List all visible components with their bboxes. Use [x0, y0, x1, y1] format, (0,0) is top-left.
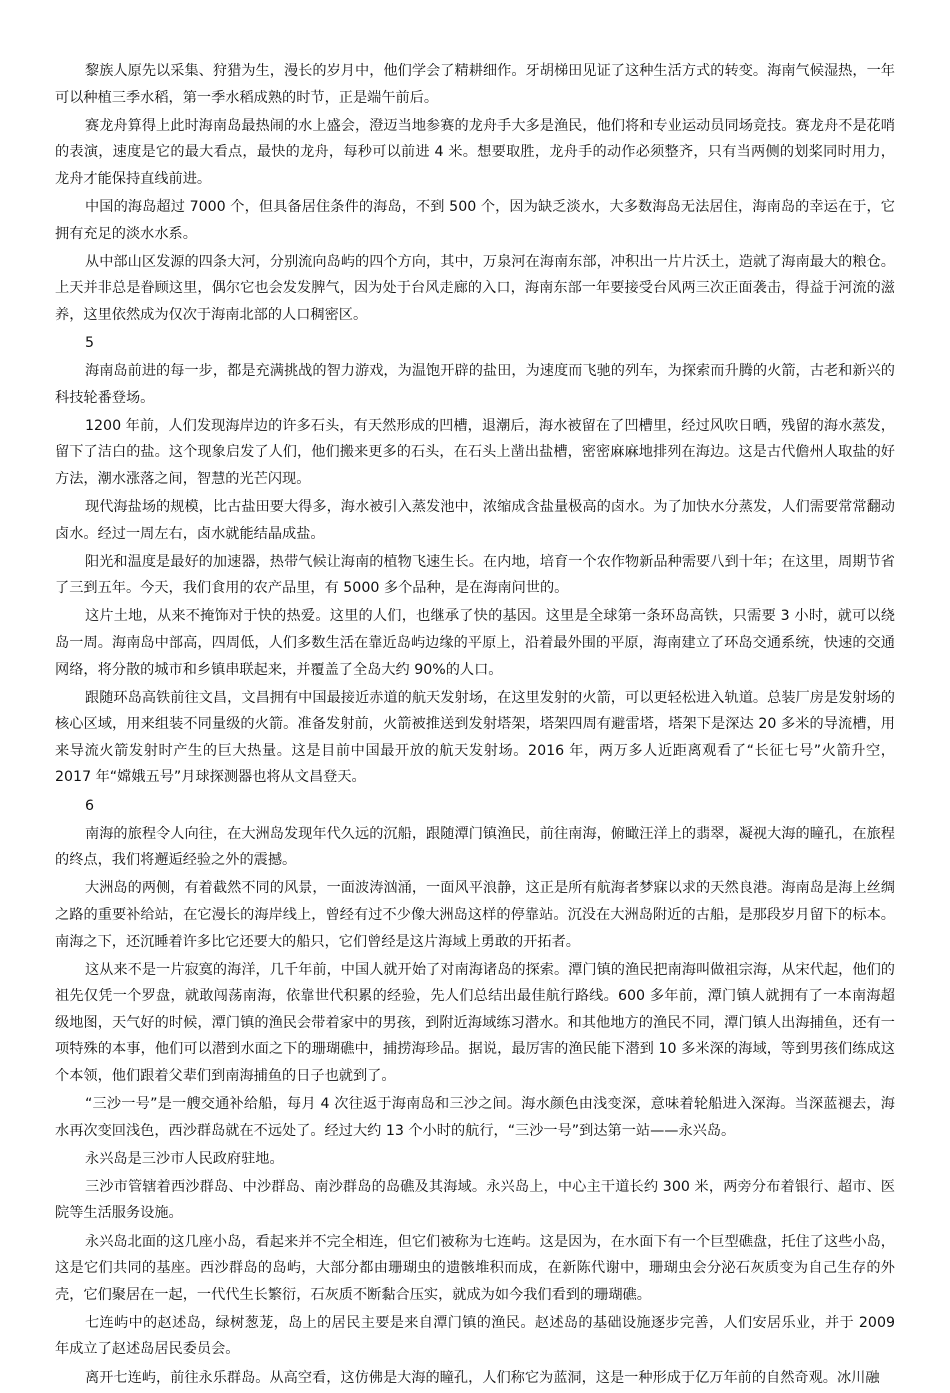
paragraph: 永兴岛是三沙市人民政府驻地。: [85, 1150, 284, 1167]
paragraph: 这从来不是一片寂寞的海洋，几千年前，中国人就开始了对南海诸岛的探索。潭门镇的渔民把南海叫做祖宗海，从宋代起，他们的祖先仅凭一个罗盘，就敢闯荡南海，依靠世代积累的经验，先人们总结出最佳航行路线。600 多年前，潭门镇人就拥有了一本南海超级地图，天气好的时候，潭门镇的渔民会带着家中的男孩，到附近海域练习潜水。和其他地方的渔民不同，潭门镇人出海捕鱼，还有一项特殊的本事，他们可以潜到水面之下的珊瑚礁中，捕捞海珍品。据说，最厉害的渔民能下潜到 10 多米深的海域，等到男孩们练成这个本领，他们跟着父辈们到南海捕鱼的日子也就到了。: [55, 961, 895, 1084]
section-number: 5: [85, 334, 95, 351]
paragraph: 永兴岛北面的这几座小岛，看起来并不完全相连，但它们被称为七连屿。这是因为，在水面下有一个巨型礁盘，托住了这些小岛，这是它们共同的基座。西沙群岛的岛屿，大部分都由珊瑚虫的遗骸堆积而成，在新陈代谢中，珊瑚虫会分泌石灰质变为自己生存的外壳，它们聚居在一起，一代代生长繁衍，石灰质不断黏合压实，就成为如今我们看到的珊瑚礁。: [55, 1233, 895, 1303]
paragraph: 海南岛前进的每一步，都是充满挑战的智力游戏，为温饱开辟的盐田，为速度而飞驰的列车，为探索而升腾的火箭，古老和新兴的科技轮番登场。: [55, 363, 895, 406]
paragraph: 跟随环岛高铁前往文昌，文昌拥有中国最接近赤道的航天发射场，在这里发射的火箭，可以更轻松进入轨道。总装厂房是发射场的核心区域，用来组装不同量级的火箭。准备发射前，火箭被推送到发射塔架，塔架四周有避雷塔，塔架下是深达 20 多米的导流槽，用来导流火箭发射时产生的巨大热量。这是目前中国最开放的航天发射场。2016 年，两万多人近距离观看了“长征七号”火箭升空，2017 年“嫦娥五号”月球探测器也将从文昌登天。: [55, 689, 895, 786]
paragraph: “三沙一号”是一艘交通补给船，每月 4 次往返于海南岛和三沙之间。海水颜色由浅变深，意味着轮船进入深海。当深蓝褪去，海水再次变回浅色，西沙群岛就在不远处了。经过大约 13 个小时的航行，“三沙一号”到达第一站——永兴岛。: [55, 1096, 895, 1139]
paragraph: 七连屿中的赵述岛，绿树葱茏，岛上的居民主要是来自潭门镇的渔民。赵述岛的基础设施逐步完善，人们安居乐业，并于 2009 年成立了赵述岛居民委员会。: [55, 1314, 895, 1358]
paragraph: 阳光和温度是最好的加速器，热带气候让海南的植物飞速生长。在内地，培育一个农作物新品种需要八到十年；在这里，周期节省了三到五年。今天，我们食用的农产品里，有 5000 多个品种，是在海南问世的。: [55, 553, 895, 597]
paragraph: 离开七连屿，前往永乐群岛。从高空看，这仿佛是大海的瞳孔，人们称它为蓝洞，这是一种形成于亿万年前的自然奇观。冰川融: [85, 1369, 880, 1386]
section-number: 6: [85, 797, 95, 814]
paragraph: 大洲岛的两侧，有着截然不同的风景，一面波涛汹涌，一面风平浪静，这正是所有航海者梦寐以求的天然良港。海南岛是海上丝绸之路的重要补给站，在它漫长的海岸线上，曾经有过不少像大洲岛这样的停靠站。沉没在大洲岛附近的古船，是那段岁月留下的标本。南海之下，还沉睡着许多比它还要大的船只，它们曾经是这片海域上勇敢的开拓者。: [55, 880, 895, 950]
paragraph: 黎族人原先以采集、狩猎为生，漫长的岁月中，他们学会了精耕细作。牙胡梯田见证了这种生活方式的转变。海南气候湿热，一年可以种植三季水稻，第一季水稻成熟的时节，正是端午前后。: [55, 63, 895, 106]
paragraph: 现代海盐场的规模，比古盐田要大得多，海水被引入蒸发池中，浓缩成含盐量极高的卤水。为了加快水分蒸发，人们需要常常翻动卤水。经过一周左右，卤水就能结晶成盐。: [55, 499, 895, 542]
paragraph: 中国的海岛超过 7000 个，但具备居住条件的海岛，不到 500 个，因为缺乏淡水，大多数海岛无法居住，海南岛的幸运在于，它拥有充足的淡水水系。: [55, 198, 895, 242]
paragraph: 赛龙舟算得上此时海南岛最热闹的水上盛会，澄迈当地参赛的龙舟手大多是渔民，他们将和专业运动员同场竞技。赛龙舟不是花哨的表演，速度是它的最大看点，最快的龙舟，每秒可以前进 4 米。想要取胜，龙舟手的动作必须整齐，只有当两侧的划桨同时用力，龙舟才能保持直线前进。: [55, 117, 895, 187]
paragraph: 三沙市管辖着西沙群岛、中沙群岛、南沙群岛的岛礁及其海域。永兴岛上，中心主干道长约 300 米，两旁分布着银行、超市、医院等生活服务设施。: [55, 1178, 895, 1222]
paragraph: 南海的旅程令人向往，在大洲岛发现年代久远的沉船，跟随潭门镇渔民，前往南海，俯瞰汪洋上的翡翠，凝视大海的瞳孔，在旅程的终点，我们将邂逅经验之外的震撼。: [55, 825, 895, 869]
paragraph: 这片土地，从来不掩饰对于快的热爱。这里的人们，也继承了快的基因。这里是全球第一条环岛高铁，只需要 3 小时，就可以绕岛一周。海南岛中部高，四周低，人们多数生活在靠近岛屿边缘的平原上，沿着最外围的平原，海南建立了环岛交通系统，快速的交通网络，将分散的城市和乡镇串联起来，并覆盖了全岛大约 90%的人口。: [55, 608, 895, 678]
document-body: [55, 58, 895, 1393]
paragraph: 1200 年前，人们发现海岸边的许多石头，有天然形成的凹槽，退潮后，海水被留在了凹槽里，经过风吹日晒，残留的海水蒸发，留下了洁白的盐。这个现象启发了人们，他们搬来更多的石头，在石头上凿出盐槽，密密麻麻地排列在海边。这是古代儋州人取盐的好方法，潮水涨落之间，智慧的光芒闪现。: [55, 417, 895, 487]
paragraph: 从中部山区发源的四条大河，分别流向岛屿的四个方向，其中，万泉河在海南东部，冲积出一片片沃土，造就了海南最大的粮仓。上天并非总是眷顾这里，偶尔它也会发发脾气，因为处于台风走廊的入口，海南东部一年要接受台风两三次正面袭击，得益于河流的滋养，这里依然成为仅次于海南北部的人口稠密区。: [55, 253, 895, 323]
